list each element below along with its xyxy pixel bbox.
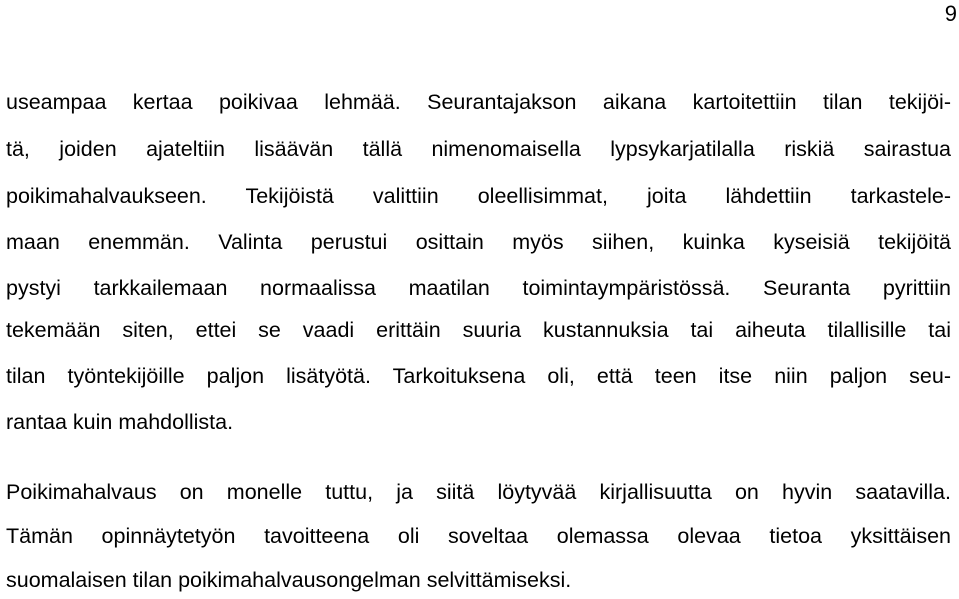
page-number: 9	[944, 1, 957, 26]
text-line: tekemään siten, ettei se vaadi erittäin suuria kustannuksia tai aiheuta tilallisille tai	[6, 318, 951, 342]
text-line: suomalaisen tilan poikimahalvausongelman selvittämiseksi.	[6, 568, 572, 592]
text-line: Poikimahalvaus on monelle tuttu, ja siitä löytyvää kirjallisuutta on hyvin saatavilla.	[6, 480, 951, 504]
text-line: tä, joiden ajateltiin lisäävän tällä nimenomaisella lypsykarjatilalla riskiä sairastua	[6, 137, 951, 161]
text-line: rantaa kuin mahdollista.	[6, 410, 234, 434]
text-line: maan enemmän. Valinta perustui osittain myös siihen, kuinka kyseisiä tekijöitä	[6, 230, 951, 254]
text-line: tilan työntekijöille paljon lisätyötä. Tarkoituksena oli, että teen itse niin paljon seu-	[6, 364, 951, 388]
text-line: poikimahalvaukseen. Tekijöistä valittiin oleellisimmat, joita lähdettiin tarkastele-	[6, 184, 951, 208]
text-line: pystyi tarkkailemaan normaalissa maatilan toimintaympäristössä. Seuranta pyrittiin	[6, 276, 951, 300]
text-line: useampaa kertaa poikivaa lehmää. Seurantajakson aikana kartoitettiin tilan tekijöi-	[6, 90, 951, 114]
text-line: Tämän opinnäytetyön tavoitteena oli soveltaa olemassa olevaa tietoa yksittäisen	[6, 524, 951, 548]
